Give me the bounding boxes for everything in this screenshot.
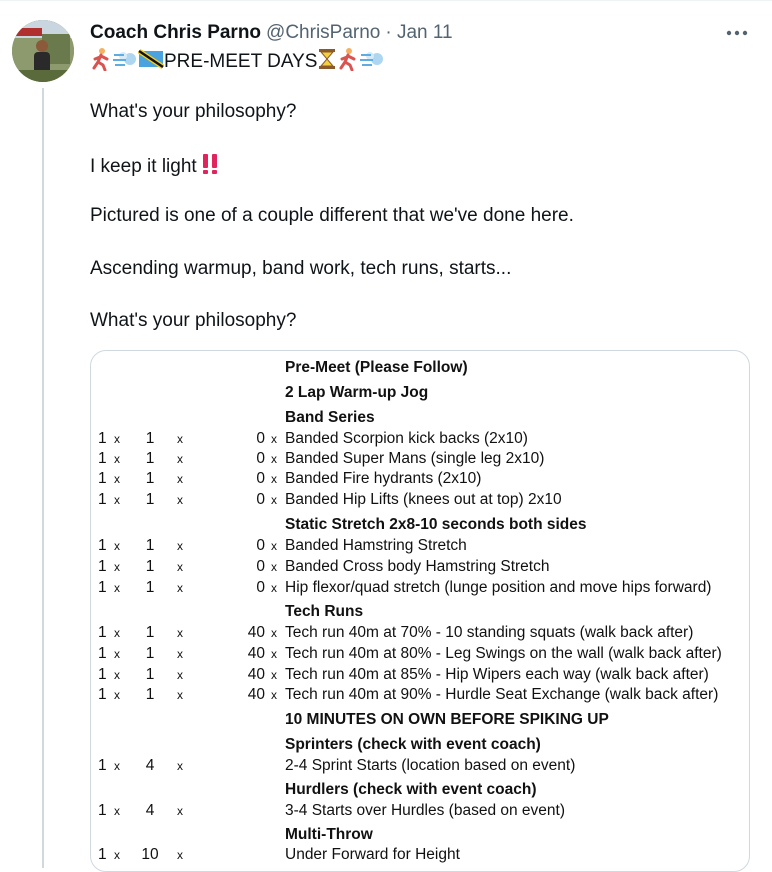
dash-emoji-icon-2 xyxy=(359,47,385,77)
dash-emoji-icon xyxy=(112,47,138,77)
times-mark: x xyxy=(177,472,183,486)
sets-cell: 1 xyxy=(98,666,107,683)
sheet-title: Pre-Meet (Please Follow) xyxy=(285,359,468,376)
sets-cell: 1 xyxy=(98,686,107,703)
times-mark: x xyxy=(177,668,183,682)
table-row xyxy=(91,665,749,685)
reps-cell: 1 xyxy=(145,491,155,508)
times-mark: x xyxy=(177,804,183,818)
jog-row xyxy=(91,383,749,403)
times-mark: x xyxy=(114,581,120,595)
times-mark: x xyxy=(114,452,120,466)
tweet-line-1: What's your philosophy? xyxy=(90,101,297,122)
times-mark: x xyxy=(271,688,277,702)
times-mark: x xyxy=(177,759,183,773)
sets-cell: 1 xyxy=(98,645,107,662)
sets-cell: 1 xyxy=(98,802,107,819)
table-row xyxy=(91,756,749,776)
exercise-cell: Banded Scorpion kick backs (2x10) xyxy=(285,430,528,447)
ten-minutes-header: 10 MINUTES ON OWN BEFORE SPIKING UP xyxy=(285,711,609,728)
reps-cell: 1 xyxy=(145,430,155,447)
table-row xyxy=(91,685,749,705)
times-mark: x xyxy=(271,452,277,466)
table-row xyxy=(91,557,749,577)
band-header-row xyxy=(91,408,749,428)
exercise-cell: Tech run 40m at 90% - Hurdle Seat Exchange (walk back after) xyxy=(285,686,719,703)
times-mark: x xyxy=(177,493,183,507)
sheet-title-row xyxy=(91,358,749,378)
times-mark: x xyxy=(114,626,120,640)
times-mark: x xyxy=(271,668,277,682)
tweet-line-3: Pictured is one of a couple different that we've done here. xyxy=(90,205,574,226)
times-mark: x xyxy=(114,493,120,507)
times-mark: x xyxy=(271,560,277,574)
multi-header: Multi-Throw xyxy=(285,826,373,843)
times-mark: x xyxy=(177,626,183,640)
top-divider xyxy=(0,0,772,1)
more-options-icon[interactable] xyxy=(723,22,751,44)
table-row xyxy=(91,801,749,821)
tweet-date[interactable]: · Jan 11 xyxy=(385,22,453,43)
sets-cell: 1 xyxy=(98,846,107,863)
times-mark: x xyxy=(114,688,120,702)
exercise-cell: Under Forward for Height xyxy=(285,846,460,863)
times-mark: x xyxy=(271,581,277,595)
static-header: Static Stretch 2x8-10 seconds both sides xyxy=(285,516,587,533)
sets-cell: 1 xyxy=(98,470,107,487)
reps-cell: 4 xyxy=(145,802,155,819)
reps-cell: 10 xyxy=(141,846,159,863)
distance-cell: 0 xyxy=(256,537,265,554)
hourglass-emoji-icon xyxy=(317,47,337,77)
times-mark: x xyxy=(114,804,120,818)
avatar-photo-icon xyxy=(12,20,74,82)
tweet-line-2-row xyxy=(90,153,219,181)
tweet-media-image[interactable] xyxy=(90,350,750,872)
reps-cell: 4 xyxy=(145,757,155,774)
table-row xyxy=(91,578,749,598)
distance-cell: 0 xyxy=(256,558,265,575)
ten-minutes-row xyxy=(91,710,749,730)
exercise-cell: Hip flexor/quad stretch (lunge position and move hips forward) xyxy=(285,579,712,596)
table-row xyxy=(91,644,749,664)
times-mark: x xyxy=(114,668,120,682)
distance-cell: 0 xyxy=(256,470,265,487)
table-row xyxy=(91,623,749,643)
table-row xyxy=(91,845,749,865)
author-name[interactable]: Coach Chris Parno xyxy=(90,22,262,43)
headline-text: PRE-MEET DAYS xyxy=(164,51,318,72)
distance-cell: 0 xyxy=(256,430,265,447)
flag-emoji-icon xyxy=(138,47,164,77)
times-mark: x xyxy=(177,452,183,466)
reps-cell: 1 xyxy=(145,470,155,487)
hurdlers-header: Hurdlers (check with event coach) xyxy=(285,781,537,798)
times-mark: x xyxy=(177,647,183,661)
times-mark: x xyxy=(271,493,277,507)
distance-cell: 40 xyxy=(247,666,265,683)
times-mark: x xyxy=(177,539,183,553)
reps-cell: 1 xyxy=(145,537,155,554)
reps-cell: 1 xyxy=(145,624,155,641)
exercise-cell: Banded Hamstring Stretch xyxy=(285,537,467,554)
times-mark: x xyxy=(114,432,120,446)
sets-cell: 1 xyxy=(98,491,107,508)
times-mark: x xyxy=(177,688,183,702)
exercise-cell: Banded Super Mans (single leg 2x10) xyxy=(285,450,545,467)
tech-header-row xyxy=(91,602,749,622)
sprinters-header-row xyxy=(91,735,749,755)
times-mark: x xyxy=(177,581,183,595)
times-mark: x xyxy=(114,472,120,486)
sets-cell: 1 xyxy=(98,537,107,554)
distance-cell: 0 xyxy=(256,450,265,467)
reps-cell: 1 xyxy=(145,686,155,703)
times-mark: x xyxy=(114,848,120,862)
table-row xyxy=(91,469,749,489)
sets-cell: 1 xyxy=(98,624,107,641)
multi-header-row xyxy=(91,825,749,845)
exercise-cell: Tech run 40m at 70% - 10 standing squats (walk back after) xyxy=(285,624,694,641)
distance-cell: 40 xyxy=(247,686,265,703)
sets-cell: 1 xyxy=(98,757,107,774)
distance-cell: 0 xyxy=(256,491,265,508)
reps-cell: 1 xyxy=(145,579,155,596)
tweet-line-2: I keep it light xyxy=(90,156,197,177)
times-mark: x xyxy=(271,472,277,486)
distance-cell: 0 xyxy=(256,579,265,596)
exercise-cell: 2-4 Sprint Starts (location based on event) xyxy=(285,757,576,774)
hurdlers-header-row xyxy=(91,780,749,800)
double-exclamation-icon xyxy=(201,153,219,181)
times-mark: x xyxy=(177,848,183,862)
distance-cell: 40 xyxy=(247,624,265,641)
author-handle[interactable]: @ChrisParno xyxy=(266,22,381,43)
distance-cell: 40 xyxy=(247,645,265,662)
runner-emoji-icon-2 xyxy=(337,47,359,77)
times-mark: x xyxy=(271,539,277,553)
table-row xyxy=(91,536,749,556)
times-mark: x xyxy=(271,432,277,446)
reps-cell: 1 xyxy=(145,666,155,683)
times-mark: x xyxy=(271,626,277,640)
tweet-header xyxy=(90,21,453,45)
static-header-row xyxy=(91,515,749,535)
tweet-line-5: What's your philosophy? xyxy=(90,310,297,331)
times-mark: x xyxy=(114,759,120,773)
exercise-cell: Banded Cross body Hamstring Stretch xyxy=(285,558,550,575)
times-mark: x xyxy=(114,539,120,553)
jog-header: 2 Lap Warm-up Jog xyxy=(285,384,429,401)
tweet-headline-row xyxy=(90,48,385,76)
sets-cell: 1 xyxy=(98,430,107,447)
runner-emoji-icon xyxy=(90,47,112,77)
times-mark: x xyxy=(114,560,120,574)
reps-cell: 1 xyxy=(145,450,155,467)
exercise-cell: Banded Hip Lifts (knees out at top) 2x10 xyxy=(285,491,562,508)
exercise-cell: Banded Fire hydrants (2x10) xyxy=(285,470,482,487)
band-header: Band Series xyxy=(285,409,375,426)
tweet-line-4: Ascending warmup, band work, tech runs, starts... xyxy=(90,258,512,279)
thread-line xyxy=(42,88,44,868)
exercise-cell: Tech run 40m at 85% - Hip Wipers each way (walk back after) xyxy=(285,666,709,683)
reps-cell: 1 xyxy=(145,558,155,575)
sprinters-header: Sprinters (check with event coach) xyxy=(285,736,541,753)
sets-cell: 1 xyxy=(98,450,107,467)
sets-cell: 1 xyxy=(98,558,107,575)
reps-cell: 1 xyxy=(145,645,155,662)
exercise-cell: Tech run 40m at 80% - Leg Swings on the wall (walk back after) xyxy=(285,645,722,662)
times-mark: x xyxy=(177,560,183,574)
times-mark: x xyxy=(177,432,183,446)
sets-cell: 1 xyxy=(98,579,107,596)
avatar[interactable] xyxy=(12,20,74,82)
table-row xyxy=(91,429,749,449)
table-row xyxy=(91,449,749,469)
exercise-cell: 3-4 Starts over Hurdles (based on event) xyxy=(285,802,565,819)
times-mark: x xyxy=(114,647,120,661)
tech-header: Tech Runs xyxy=(285,603,364,620)
table-row xyxy=(91,490,749,510)
times-mark: x xyxy=(271,647,277,661)
